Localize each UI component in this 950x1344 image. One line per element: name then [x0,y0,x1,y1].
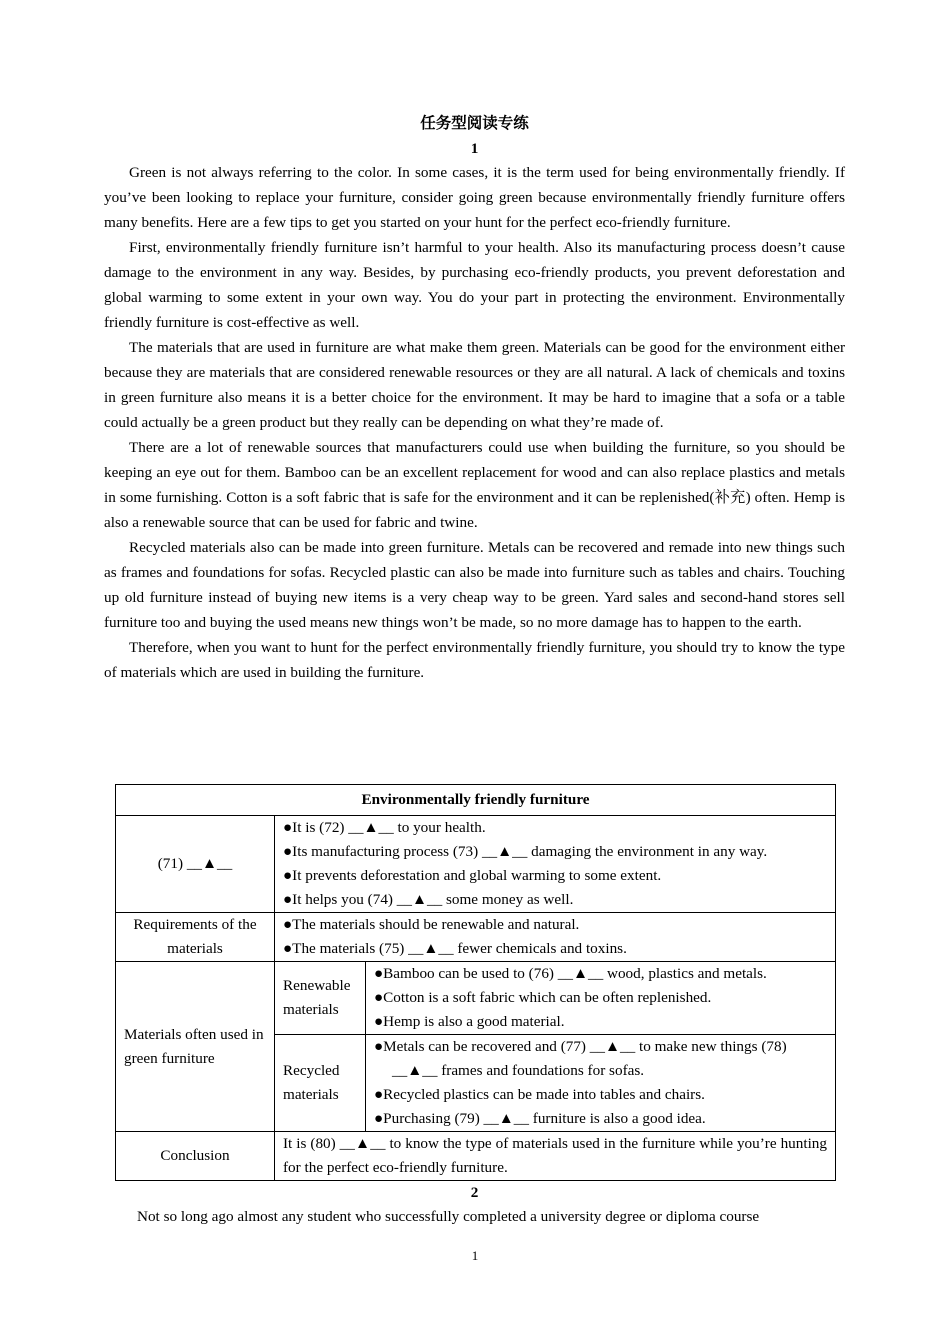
list-item: __▲__ frames and foundations for sofas. [392,1062,645,1079]
row-label: Materials often used in green furniture [116,962,275,1132]
row-content: It is (80) __▲__ to know the type of materials used in the furniture while you’re hunting for the perfect eco-friendly furniture. [275,1132,836,1181]
paragraph: Not so long ago almost any student who successfully completed a university degree or diploma course [137,1208,760,1225]
row-content [366,1035,836,1132]
list-item: ●Hemp is also a good material. [374,1013,565,1030]
section-number: 1 [470,140,479,157]
section-number: 2 [470,1184,479,1201]
paragraph: First, environmentally friendly furniture isn’t harmful to your health. Also its manufacturing process doesn’t cause damage to the environment in any way. Besides, by purchasing eco-friendly products, you prevent deforestation and global warming to some extent in your own way. You do your part in protecting the environment. Environmentally friendly furniture is cost-effective as well. [104,239,845,331]
list-item: ●It prevents deforestation and global warming to some extent. [283,867,662,884]
summary-table-wrapper [115,784,835,1181]
row-label: Requirements of the materials [116,913,275,962]
paragraph: Therefore, when you want to hunt for the perfect environmentally friendly furniture, you should try to know the type of materials which are used in building the furniture. [104,639,845,681]
row-content [275,913,836,962]
list-item: ●Its manufacturing process (73) __▲__ damaging the environment in any way. [283,843,768,860]
sub-label: Renewable materials [275,962,366,1035]
summary-table [115,784,836,1181]
section-2 [104,1182,845,1229]
page-title: 任务型阅读专练 [420,115,529,132]
paragraph: Recycled materials also can be made into green furniture. Metals can be recovered and remade into new things such as frames and foundations for sofas. Recycled plastic can also be made into furniture such as tables and chairs. Touching up old furniture instead of buying new items is a very cheap way to be green. Yard sales and second-hand stores sell furniture too and buying the used means new things won’t be made, so no more damage has to happen to the earth. [104,539,845,631]
list-item: ●The materials (75) __▲__ fewer chemicals and toxins. [283,940,627,957]
page-number: 1 [471,1248,479,1263]
section-1 [104,110,845,685]
table-heading: Environmentally friendly furniture [116,785,836,816]
list-item: ●It is (72) __▲__ to your health. [283,819,486,836]
list-item: ●Recycled plastics can be made into tables and chairs. [374,1086,705,1103]
list-item: ●Bamboo can be used to (76) __▲__ wood, plastics and metals. [374,965,767,982]
row-label: (71) __▲__ [116,816,275,913]
paragraph: The materials that are used in furniture are what make them green. Materials can be good for the environment either because they are materials that are considered renewable resources or they are all natural. A lack of chemicals and toxins in green furniture also means it is a better choice for the environment. It may be hard to imagine that a sofa or a table could actually be a green product but they really can be depending on what they’re made of. [104,339,845,431]
row-content [275,816,836,913]
paragraph: Green is not always referring to the color. In some cases, it is the term used for being environmentally friendly. If you’ve been looking to replace your furniture, consider going green because environmentally friendly furniture offers many benefits. Here are a few tips to get you started on your hunt for the perfect eco-friendly furniture. [104,164,845,231]
sub-label: Recycled materials [275,1035,366,1132]
row-label: Conclusion [116,1132,275,1181]
row-content [366,962,836,1035]
paragraph: There are a lot of renewable sources that manufacturers could use when building the furniture, so you should be keeping an eye out for them. Bamboo can be an excellent replacement for wood and can also replace plastics and metals in some furnishing. Cotton is a soft fabric that is safe for the environment and it can be replenished(补充) often. Hemp is also a renewable source that can be used for fabric and twine. [104,439,845,531]
list-item: ●It helps you (74) __▲__ some money as well. [283,891,574,908]
list-item: ●Metals can be recovered and (77) __▲__ to make new things (78) [374,1038,787,1055]
list-item: ●Cotton is a soft fabric which can be often replenished. [374,989,712,1006]
list-item: ●Purchasing (79) __▲__ furniture is also a good idea. [374,1110,706,1127]
list-item: ●The materials should be renewable and natural. [283,916,580,933]
